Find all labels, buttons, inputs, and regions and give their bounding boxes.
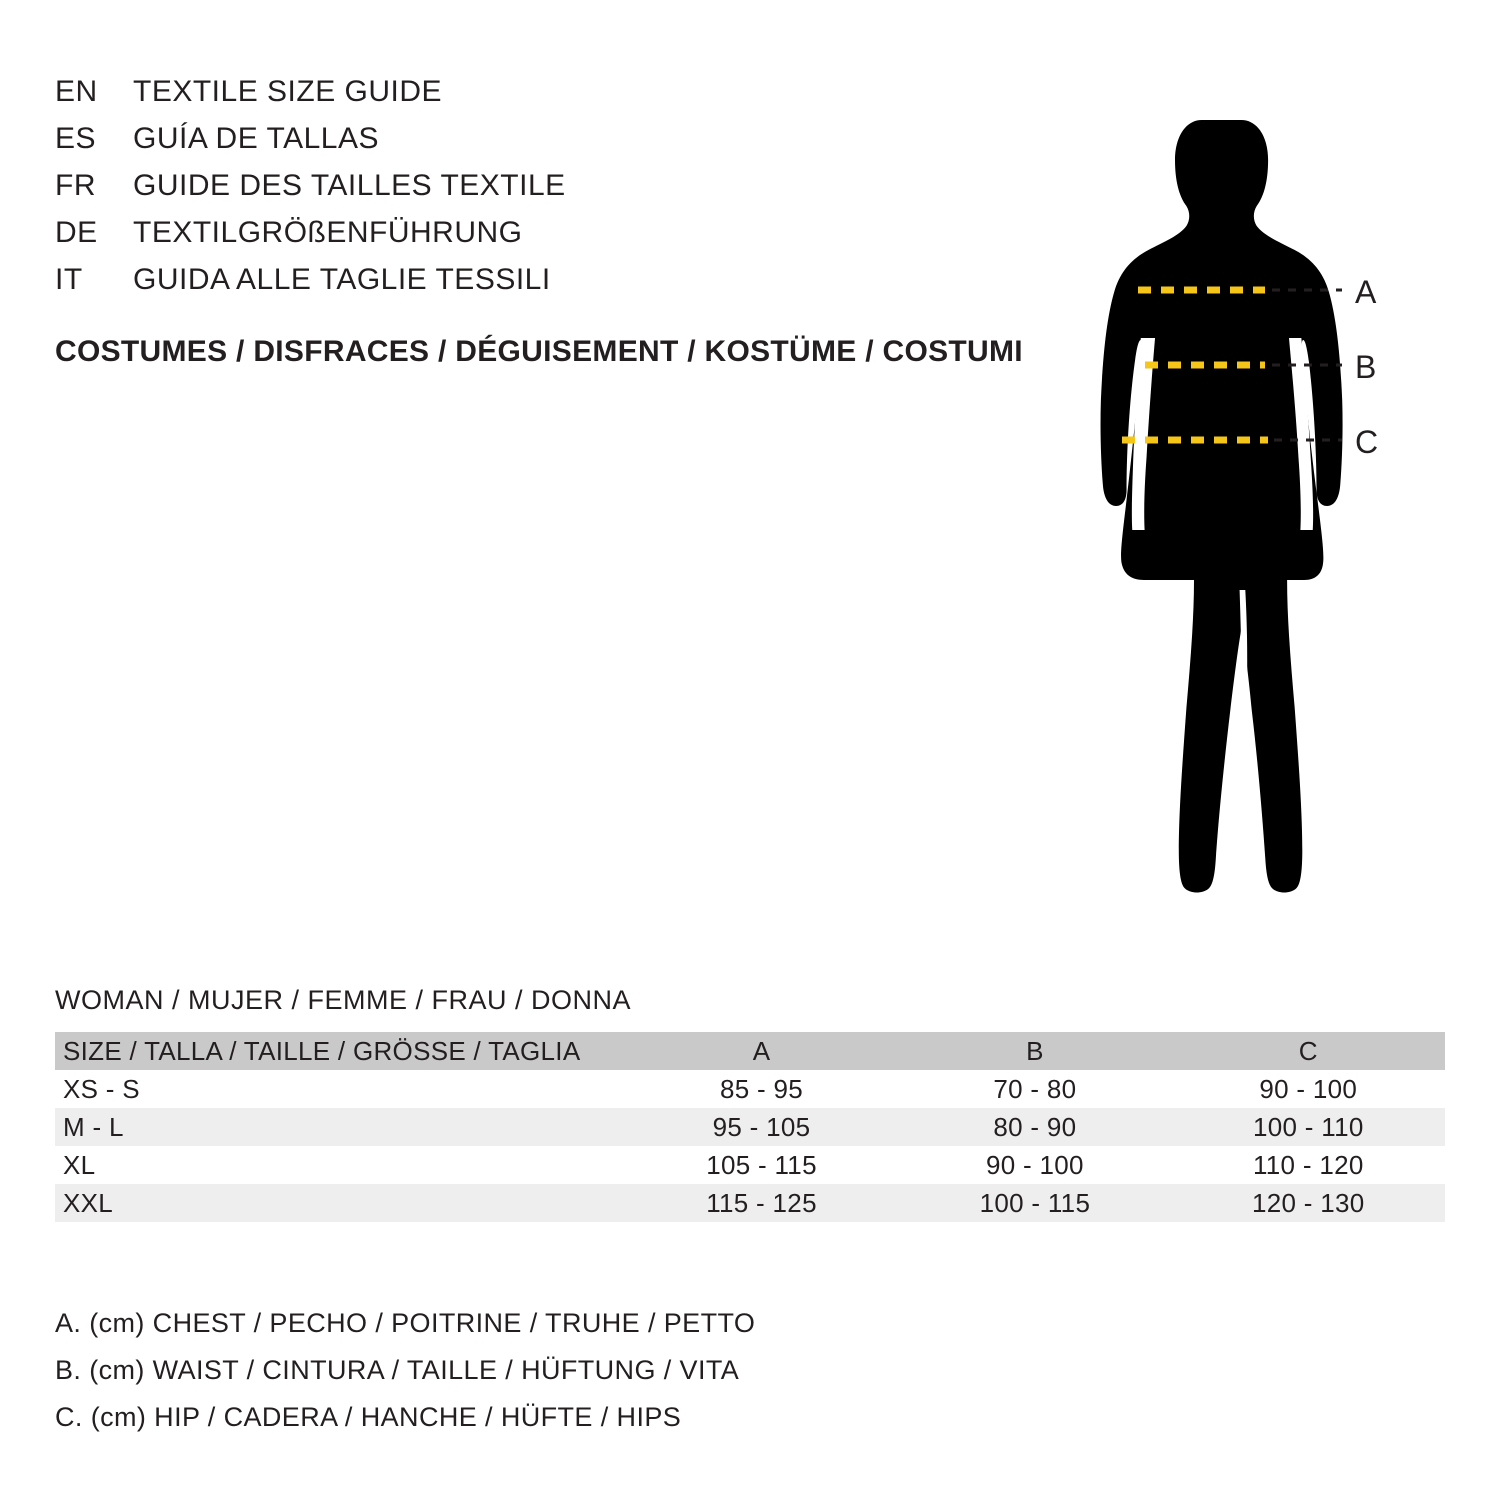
- table-header-size: SIZE / TALLA / TAILLE / GRÖSSE / TAGLIA: [63, 1035, 581, 1066]
- table-row: [55, 1108, 1445, 1146]
- language-row-fr: [55, 169, 1055, 216]
- cell-size: XL: [63, 1149, 96, 1180]
- cell-size: XS - S: [63, 1073, 140, 1104]
- language-title: TEXTILE SIZE GUIDE: [133, 75, 443, 108]
- language-row-en: [55, 75, 1055, 122]
- language-title: GUÍA DE TALLAS: [133, 122, 379, 155]
- cell-c: 100 - 110: [1252, 1111, 1364, 1142]
- marker-label-a: A: [1355, 274, 1377, 310]
- cell-size: M - L: [63, 1111, 124, 1142]
- language-code: ES: [55, 122, 97, 155]
- section-title: COSTUMES / DISFRACES / DÉGUISEMENT / KOSTÜME / COSTUMI: [55, 335, 1023, 368]
- legend-item-a: A. (cm) CHEST / PECHO / POITRINE / TRUHE / PETTO: [55, 1308, 756, 1338]
- table-row: [55, 1146, 1445, 1184]
- table-header-row: [55, 1032, 1445, 1070]
- size-table: [55, 1032, 1445, 1222]
- woman-silhouette-figure: [1060, 60, 1460, 940]
- language-list: [55, 75, 1055, 310]
- cell-a: 85 - 95: [719, 1073, 804, 1104]
- cell-b: 80 - 90: [993, 1111, 1077, 1142]
- silhouette-shape: [1101, 120, 1343, 893]
- cell-c: 110 - 120: [1252, 1149, 1364, 1180]
- language-code: EN: [55, 75, 98, 108]
- language-row-de: [55, 216, 1055, 263]
- cell-b: 90 - 100: [985, 1149, 1084, 1180]
- table-row: [55, 1184, 1445, 1222]
- cell-a: 95 - 105: [712, 1111, 811, 1142]
- table-header-c: C: [1298, 1035, 1318, 1066]
- cell-c: 120 - 130: [1252, 1187, 1365, 1218]
- cell-a: 115 - 125: [706, 1187, 817, 1218]
- cell-c: 90 - 100: [1259, 1073, 1358, 1104]
- legend-item-c: C. (cm) HIP / CADERA / HANCHE / HÜFTE / HIPS: [55, 1402, 682, 1432]
- cell-b: 70 - 80: [993, 1073, 1077, 1104]
- language-title: TEXTILGRÖßENFÜHRUNG: [133, 216, 523, 249]
- measurement-legend: [55, 1300, 755, 1441]
- table-row: [55, 1070, 1445, 1108]
- language-row-it: [55, 263, 1055, 310]
- marker-label-c: C: [1355, 424, 1379, 460]
- marker-label-b: B: [1355, 349, 1377, 385]
- cell-a: 105 - 115: [706, 1149, 817, 1180]
- table-caption: WOMAN / MUJER / FEMME / FRAU / DONNA: [55, 985, 631, 1015]
- language-code: IT: [55, 263, 83, 296]
- cell-size: XXL: [63, 1187, 114, 1218]
- language-title: GUIDE DES TAILLES TEXTILE: [133, 169, 566, 202]
- language-code: FR: [55, 169, 96, 202]
- language-row-es: [55, 122, 1055, 169]
- language-code: DE: [55, 216, 98, 249]
- legend-item-b: B. (cm) WAIST / CINTURA / TAILLE / HÜFTUNG / VITA: [55, 1355, 740, 1385]
- table-header-b: B: [1026, 1035, 1044, 1066]
- table-header-a: A: [752, 1035, 771, 1066]
- cell-b: 100 - 115: [979, 1187, 1091, 1218]
- language-title: GUIDA ALLE TAGLIE TESSILI: [133, 263, 551, 296]
